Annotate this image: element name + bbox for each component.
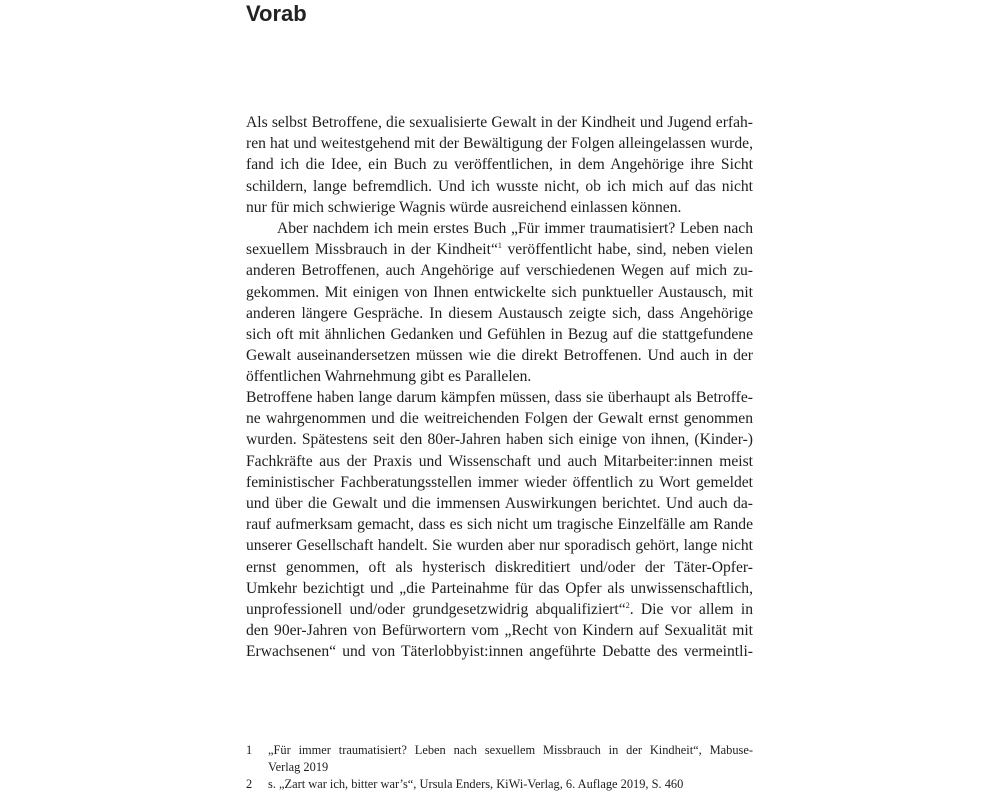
text-line: Aber nachdem ich mein erstes Buch „Für immer traumatisiert? Leben nach (277, 219, 753, 237)
footnote-2 (246, 776, 753, 793)
text-line-with-footnote (246, 599, 753, 620)
text-line: Gewalt auseinandersetzen müssen wie die direkt Betroffenen. Und auch in der (246, 347, 753, 365)
text-line: ernst genommen, oft als hysterisch diskreditiert und/oder der Täter-Opfer- (246, 558, 753, 576)
text-line: öffentlichen Wahrnehmung gibt es Parallelen. (246, 368, 532, 386)
footnote-line: s. „Zart war ich, bitter war’s“, Ursula Enders, KiWi-Verlag, 6. Auflage 2019, S. 460 (268, 777, 684, 792)
text-segment: unprofessionell und/oder grundgesetzwidrig abqualifiziert“ (246, 600, 626, 618)
text-line: Umkehr bezichtigt und „die Parteinahme für das Opfer als unwissenschaftlich, (246, 579, 753, 597)
text-line: Erwachsenen“ und von Täterlobbyist:innen angeführte Debatte des vermeintli- (246, 643, 753, 661)
footnote-number: 2 (246, 777, 253, 792)
text-line: schildern, lange befremdlich. Und ich wusste nicht, ob ich mich auf das nicht (246, 177, 753, 195)
footnotes (246, 742, 753, 794)
text-line: feministischer Fachberatungsstellen immer wieder öffentlich zu Wort gemeldet (246, 473, 753, 491)
text-line: wurden. Spätestens seit den 80er-Jahren haben sich einige von ihnen, (Kinder-) (246, 431, 753, 449)
paragraph-1 (246, 112, 753, 387)
text-line: den 90er-Jahren von Befürwortern vom „Recht von Kindern auf Sexualität mit (246, 622, 753, 640)
text-line: anderen Betroffenen, auch Angehörige auf verschiedenen Wegen auf mich zu- (246, 262, 753, 280)
footnote-ref-1[interactable]: 1 (497, 241, 502, 251)
text-line: rauf aufmerksam gemacht, dass es sich nicht um tragische Einzelfälle am Rande (246, 516, 753, 534)
page-heading: Vorab (246, 1, 307, 26)
text-line: Fachkräfte aus der Praxis und Wissenschaft und auch Mitarbeiter:innen meist (246, 452, 753, 470)
text-segment: sexuellem Missbrauch in der Kindheit“ (246, 241, 498, 259)
footnote-line: Verlag 2019 (268, 760, 329, 775)
footnote-ref-2[interactable]: 2 (625, 600, 630, 610)
text-line-with-footnote (246, 239, 753, 260)
text-segment: . Die vor allem in (629, 600, 753, 618)
text-line: Betroffene haben lange darum kämpfen müssen, dass sie überhaupt als Betroffe- (246, 389, 753, 406)
text-line: und über die Gewalt und die immensen Auswirkungen berichtet. Und auch da- (246, 494, 753, 512)
footnote-number: 1 (246, 743, 253, 757)
footnote-line: „Für immer traumatisiert? Leben nach sexuellem Missbrauch in der Kindheit“, Mabuse- (268, 743, 753, 757)
footnote-1 (246, 742, 753, 776)
paragraph-2 (246, 387, 753, 662)
text-line: Als selbst Betroffene, die sexualisierte Gewalt in der Kindheit und Jugend erfah- (246, 114, 753, 131)
text-line: ren hat und weitestgehend mit der Bewältigung der Folgen alleingelassen wurde, (246, 135, 753, 153)
text-line: nur für mich schwierige Wagnis würde ausreichend einlassen können. (246, 198, 682, 216)
text-line: sich oft mit ähnlichen Gedanken und Gefühlen in Bezug auf die stattgefundene (246, 325, 753, 343)
text-line: fand ich die Idee, ein Buch zu veröffentlichen, in dem Angehörige ihre Sicht (246, 156, 753, 174)
text-line: anderen längere Gespräche. In diesem Austausch zeigte sich, dass Angehörige (246, 304, 753, 322)
text-segment: veröffentlicht habe, sind, neben vielen (501, 241, 753, 259)
text-line: gekommen. Mit einigen von Ihnen entwickelte sich punktueller Austausch, mit (246, 283, 753, 301)
text-line: unserer Gesellschaft handelt. Sie wurden aber nur sporadisch gehört, lange nicht (246, 537, 753, 555)
text-line: ne wahrgenommen und die weitreichenden Folgen der Gewalt ernst genommen (246, 410, 753, 428)
